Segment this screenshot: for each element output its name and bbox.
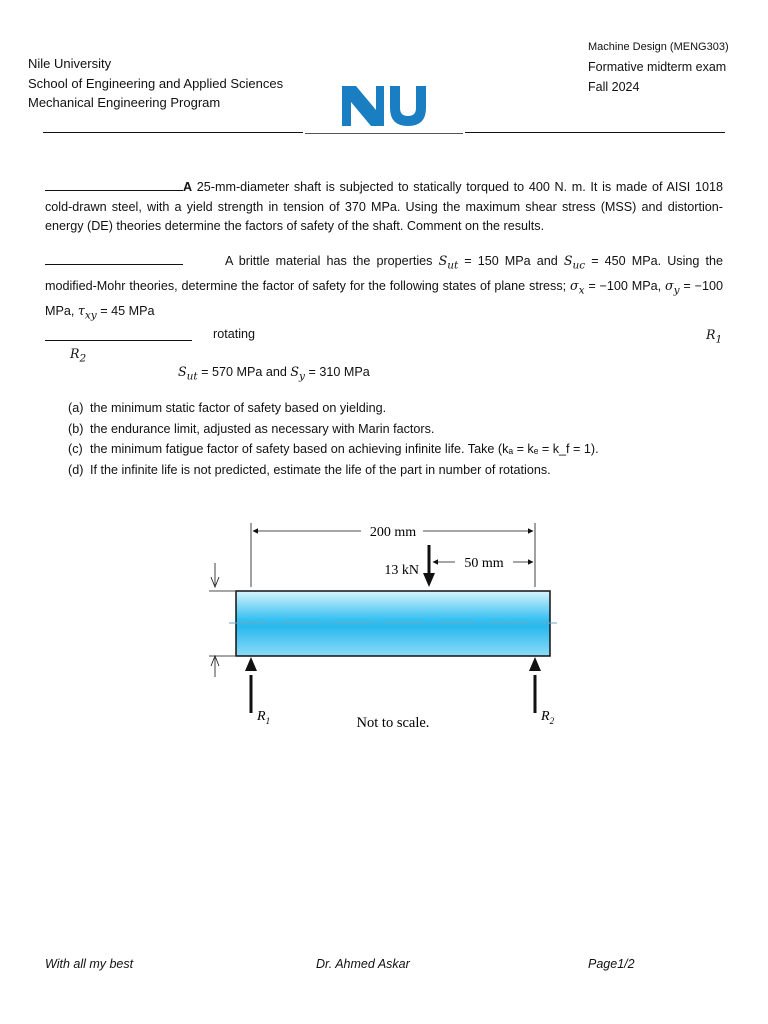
- footer-left: With all my best: [45, 957, 134, 971]
- program-name: Mechanical Engineering Program: [28, 95, 221, 110]
- load-label: 13 kN: [384, 563, 419, 578]
- not-to-scale-note: Not to scale.: [356, 715, 430, 731]
- answer-blank[interactable]: [45, 190, 183, 191]
- nu-logo: [338, 80, 430, 135]
- university-name: Nile University: [28, 56, 112, 71]
- header-rule-right: [465, 132, 725, 133]
- r1-symbol: $R_1$: [706, 327, 723, 346]
- rotating-word: rotating: [213, 327, 256, 341]
- header-rule-middle: [305, 133, 463, 134]
- school-name: School of Engineering and Applied Sciences: [28, 75, 284, 91]
- reaction-r2-label: $R_2$: [541, 709, 555, 726]
- material-properties: $S_{ut} = 570$ MPa and $S_y = 310$ MPa: [178, 364, 370, 383]
- load-arrowhead: [423, 573, 435, 587]
- term: Fall 2024: [588, 80, 640, 94]
- r2-symbol: $R_2$: [70, 346, 87, 365]
- question-3-parts: [68, 398, 718, 480]
- shaft-diagram-svg: [195, 515, 575, 735]
- list-item: (c) the minimum fatigue factor of safety based on achieving infinite life. Take (kₐ = kₑ = k_f = 1).: [68, 442, 599, 456]
- exam-name: Formative midterm exam: [588, 60, 727, 74]
- question-1: A 25-mm-diameter shaft is subjected to statically torqued to 400 N. m. It is made of AISI 1018 cold-drawn steel, with a yield strength in tension of 370 MPa. Using the maximum shear stress (MSS) and distortion-energy (DE) theories determine the factors of safety of the shaft. Comment on the results.: [45, 180, 723, 233]
- answer-blank[interactable]: [45, 264, 183, 265]
- shaft-figure: [195, 515, 575, 740]
- list-item: (a) the minimum static factor of safety based on yielding.: [68, 401, 387, 415]
- institution-block: [28, 54, 283, 113]
- reaction-r1-label: $R_1$: [257, 709, 271, 726]
- course-name: Machine Design (MENG303): [588, 41, 729, 53]
- dim-200-label: 200 mm: [369, 525, 417, 540]
- page-number: Page1/2: [588, 957, 635, 971]
- answer-blank[interactable]: [45, 340, 192, 341]
- list-item: (b) the endurance limit, adjusted as necessary with Marin factors.: [68, 421, 435, 436]
- header-rule-left: [43, 132, 303, 133]
- question-2: A brittle material has the properties $S_{ut} = 150$ MPa and $S_{uc} = 450$ MPa. Using the modified-Mohr theories, determine the factor of safety for the following states of plane stress; $\sigma_x = -100$ MPa, $\sigma_y = -100$ MPa, $\tau_{xy} = 45$ MPa: [45, 253, 723, 322]
- course-block: [588, 37, 729, 97]
- dim-50-label: 50 mm: [464, 556, 504, 571]
- footer-author: Dr. Ahmed Askar: [316, 957, 410, 971]
- list-item: (d) If the infinite life is not predicted, estimate the life of the part in number of rotations.: [68, 462, 551, 477]
